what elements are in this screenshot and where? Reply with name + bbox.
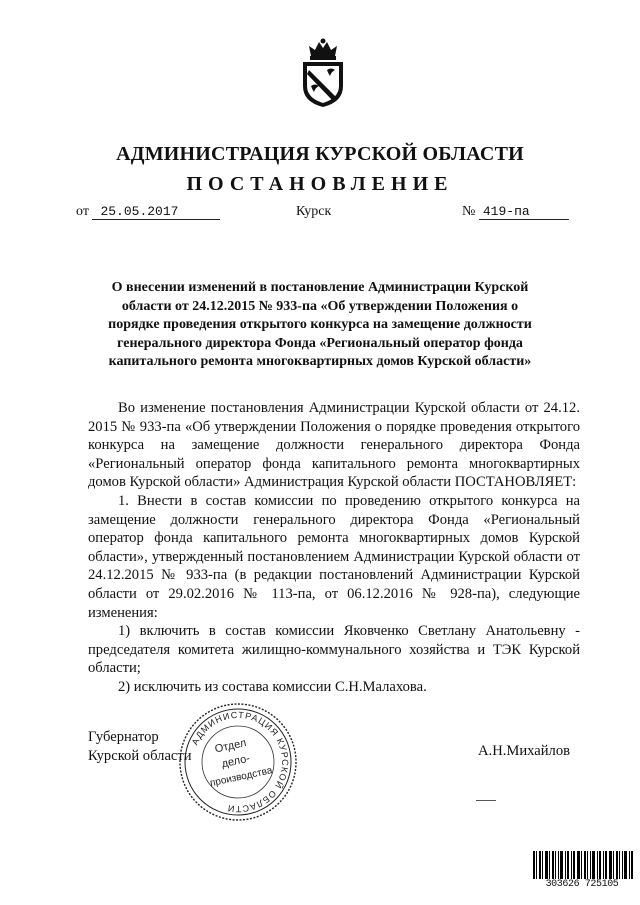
body-paragraph: 2) исключить из состава комиссии С.Н.Малахова. <box>118 678 427 695</box>
number-value: 419-па <box>479 205 569 220</box>
document-date <box>76 204 220 220</box>
signatory-title-line: Курской области <box>88 747 192 764</box>
body-paragraph: 1. Внести в состав комиссии по проведению открытого конкурса на замещение должности генерального директора Фонда «Региональный оператор фонда капитального ремонта многоквартирных домов Курской области», утвержденный постановлением Администрации Курской области от 24.12.2015 № 933-па (в редакции постановлений Администрации Курской области от 29.02.2016 № 113-па, от 06.12.2016 № 928-па), следующие изменения: <box>88 492 580 621</box>
organization-name: АДМИНИСТРАЦИЯ КУРСКОЙ ОБЛАСТИ <box>116 143 524 165</box>
body-paragraph: 1) включить в состав комиссии Яковченко Светлану Анатольевну - председателя комитета жилищно-коммунального хозяйства и ТЭК Курской области; <box>88 623 580 677</box>
date-value: 25.05.2017 <box>92 205 220 220</box>
document-number <box>462 204 569 220</box>
document-subject: О внесении изменений в постановление Администрации Курской области от 24.12.2015 № 933-па «Об утверждении Положения о порядке проведения открытого конкурса на замещение должности генерального директора Фонда «Региональный оператор фонда капитального ремонта многоквартирных домов Курской области» <box>108 280 532 370</box>
document-city: Курск <box>296 204 332 219</box>
official-stamp <box>176 700 300 824</box>
stamp-ring-text: АДМИНИСТРАЦИЯ КУРСКОЙ ОБЛАСТИ <box>189 709 291 815</box>
signatory-name: А.Н.Михайлов <box>478 743 571 759</box>
document-body <box>88 399 580 697</box>
stamp-center-line: производства <box>209 765 274 790</box>
stamp-center-line: Отдел <box>213 737 248 756</box>
coat-of-arms-icon <box>297 36 349 108</box>
signature-line <box>476 800 496 801</box>
number-prefix: № <box>462 204 476 219</box>
body-paragraph: Во изменение постановления Администрации Курской области от 24.12. 2015 № 933-па «Об утверждении Положения о порядке проведения открытого конкурса на замещение должности генерального директора Фонда «Региональный оператор фонда капитального ремонта многоквартирных домов Курской области» Администрация Курской области ПОСТАНОВЛЯЕТ: <box>88 400 580 491</box>
document-type: ПОСТАНОВЛЕНИЕ <box>186 173 454 195</box>
date-prefix: от <box>76 204 89 219</box>
signatory-title-line: Губернатор <box>88 729 159 745</box>
stamp-center-line: дело- <box>220 752 252 771</box>
barcode-number: 303626 725105 <box>530 879 634 890</box>
